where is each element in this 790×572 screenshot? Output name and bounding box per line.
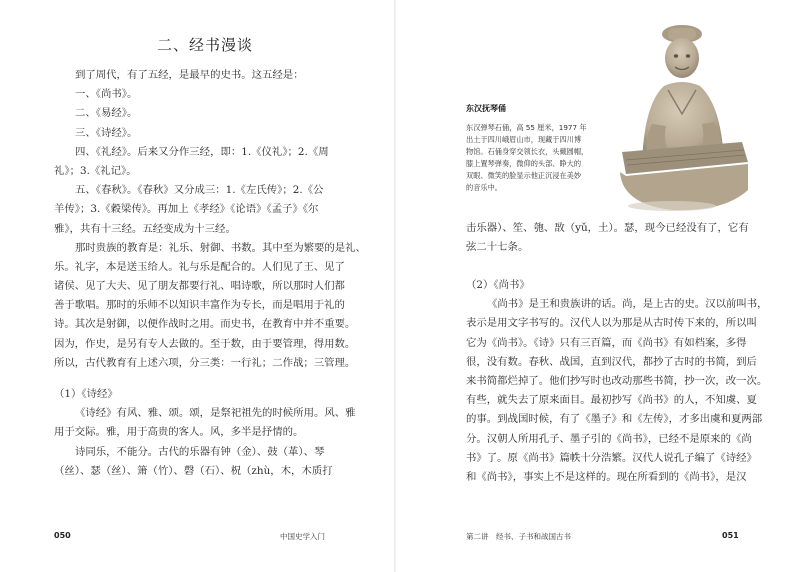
right-body-continued xyxy=(466,219,758,257)
paragraph-line: 表示是用文字书写的。汉代人以为那是从古时传下来的，所以叫 xyxy=(466,317,757,330)
section-gap xyxy=(54,373,336,385)
paragraph-line: 那时贵族的教育是：礼乐、射御、书数。其中至为繁要的是礼、 xyxy=(75,241,366,254)
paragraph-line: 击乐器）、笙、匏、敔（yǔ，土）。瑟，现今已经没有了，它有 xyxy=(466,222,749,234)
paragraph-line: 所以，古代教育有上述六项，分三类：一行礼；二作战；三管理。 xyxy=(54,356,356,369)
left-page xyxy=(0,0,394,572)
paragraph-line: 因为，作史，是另有专人去做的。至于数，由于要管理，得用数。 xyxy=(54,337,356,350)
caption-line: 的音乐中。 xyxy=(466,183,502,192)
paragraph-line: 它为《尚书》。《诗》只有三百篇，而《尚书》有如档案，多得 xyxy=(466,336,747,349)
paragraph-line: 善于歌唱。那时的乐师不以知识丰富作为专长，而是唱用于礼的 xyxy=(54,299,345,312)
figure-caption-title: 东汉抚琴俑 xyxy=(466,104,506,113)
running-head: 中国史学入门 xyxy=(280,532,325,541)
paragraph-line: 和《尚书》，事实上不是这样的。现在所看到的《尚书》，是汉 xyxy=(466,470,747,483)
page-number: 051 xyxy=(722,531,739,540)
left-body xyxy=(54,66,366,481)
paragraph-line: 的事。到战国时候，有了《墨子》和《左传》，才多出虞和夏两部 xyxy=(466,413,763,426)
right-page xyxy=(396,0,790,572)
paragraph-line: 很，没有数。春秋、战国，直到汉代，都抄了古时的书简，到后 xyxy=(466,355,757,368)
paragraph-line: 诸侯、见了大夫、见了朋友都要行礼、唱诗歌，所以那时人们都 xyxy=(54,280,345,293)
paragraph-line: 二、《易经》。 xyxy=(75,107,138,120)
figurine-photo-icon xyxy=(602,14,752,214)
caption-line: 物馆。石俑身穿交领长衣，头戴圆帽， xyxy=(466,147,589,156)
section-heading: （1）《诗经》 xyxy=(54,388,118,400)
paragraph-line: 四、《礼经》。后来又分作三经，即：1.《仪礼》；2.《周 xyxy=(75,145,329,158)
paragraph-line: 雅》，共有十三经。五经变成为十三经。 xyxy=(54,222,236,235)
paragraph-line: 羊传》；3.《穀梁传》。再加上《孝经》《论语》《孟子》《尔 xyxy=(54,203,319,216)
paragraph-line: 一、《尚书》。 xyxy=(75,88,138,101)
caption-line: 双眼、微笑的脸显示他正沉浸在美妙 xyxy=(466,171,582,180)
paragraph-line: （丝）、瑟（丝）、箫（竹）、磬（石）、柷（zhù，木，木质打 xyxy=(54,464,333,477)
paragraph-line: 乐。礼字，本是送玉给人。礼与乐是配合的。人们见了王、见了 xyxy=(54,260,345,273)
paragraph-line: 分。汉朝人所用孔子、墨子引的《尚书》，已经不是原来的《尚 xyxy=(466,432,752,445)
page-number: 050 xyxy=(54,531,71,540)
paragraph-line: 到了周代，有了五经，是最早的史书。这五经是： xyxy=(75,69,304,81)
paragraph-line: 来书简都烂掉了。他们抄写时也改动那些书简，抄一次，改一次。 xyxy=(466,374,768,387)
section-heading: （2）《尚书》 xyxy=(466,279,530,291)
chapter-title: 二、经书漫谈 xyxy=(157,36,254,54)
paragraph-line: 有些，就失去了原来面目。最初抄写《尚书》的人，不知虞、夏 xyxy=(466,394,757,407)
paragraph-line: 礼》；3.《礼记》。 xyxy=(54,164,137,177)
paragraph-line: 书》了。原《尚书》篇帙十分浩繁。汉代人说孔子编了《诗经》 xyxy=(466,451,757,464)
caption-line: 膝上置琴弹奏，微仰的头部、睁大的 xyxy=(466,159,582,168)
paragraph-line: 诗。其次是射御，以便作战时之用。而史书，在教育中并不重要。 xyxy=(54,318,356,331)
paragraph-line: 用于交际。雅，用于高贵的客人。风，多半是抒情的。 xyxy=(54,426,304,439)
running-head: 第二讲 经书、子书和战国古书 xyxy=(466,532,571,541)
right-body-section xyxy=(466,276,768,487)
paragraph-line: 诗同乐，不能分。古代的乐器有钟（金）、鼓（革）、琴 xyxy=(75,445,325,458)
figure-caption xyxy=(466,122,606,194)
paragraph-line: 《尚书》是王和贵族讲的话。尚，是上古的史。汉以前叫书， xyxy=(487,298,768,311)
paragraph-line: 弦二十七条。 xyxy=(466,241,529,254)
caption-line: 出土于四川峨眉山市，现藏于四川博 xyxy=(466,135,582,144)
paragraph-line: 《诗经》有风、雅、颂。颂，是祭祀祖先的时候所用。风、雅 xyxy=(75,407,356,420)
paragraph-line: 五、《春秋》。《春秋》又分成三：1.《左氏传》；2.《公 xyxy=(75,184,324,197)
paragraph-line: 三、《诗经》。 xyxy=(75,126,138,139)
caption-line: 东汉弹琴石俑，高 55 厘米，1977 年 xyxy=(466,123,587,132)
